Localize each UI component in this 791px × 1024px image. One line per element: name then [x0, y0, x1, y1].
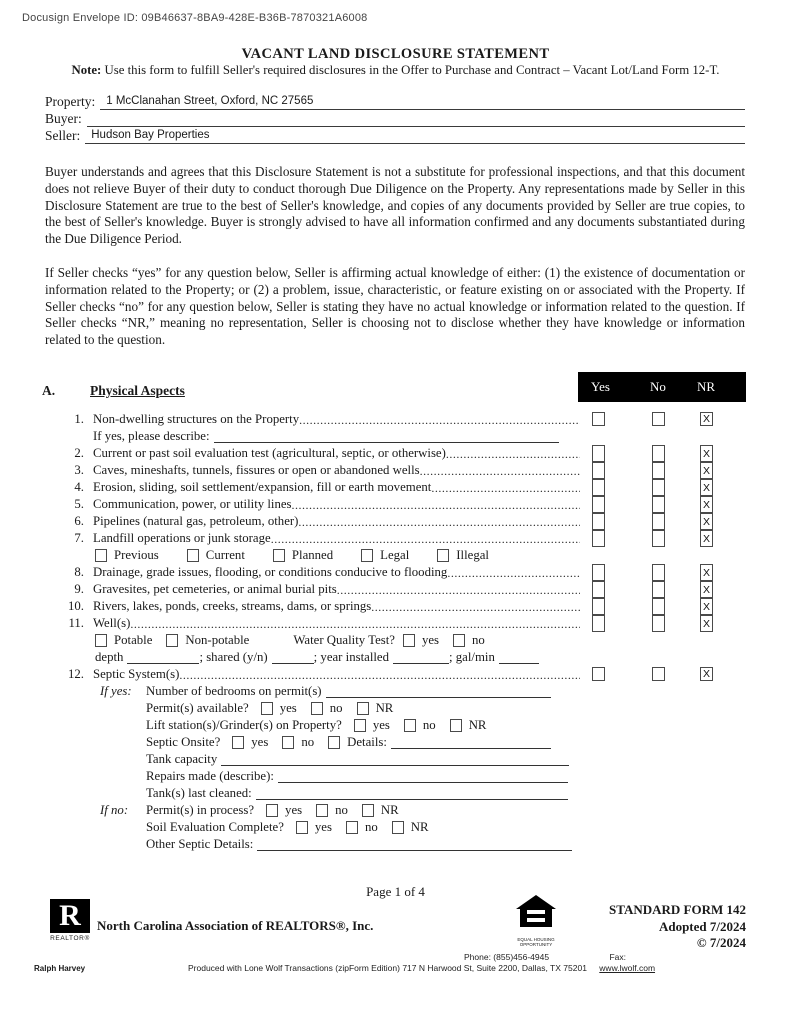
- item-text: Communication, power, or utility lines: [93, 497, 292, 511]
- subrow-text: ; shared (y/n): [199, 650, 268, 664]
- agent-name: Ralph Harvey: [34, 964, 86, 973]
- checkbox[interactable]: [346, 821, 358, 834]
- checkbox-option[interactable]: [328, 736, 347, 749]
- checkbox[interactable]: [453, 634, 465, 647]
- standard-form-number: STANDARD FORM 142: [609, 902, 746, 917]
- checklist-subrow: [62, 683, 746, 700]
- realtor-logo: [48, 899, 92, 942]
- seller-row: [45, 128, 745, 144]
- dot-leader: [447, 564, 580, 581]
- section-letter: A.: [42, 383, 56, 398]
- no-checkbox[interactable]: [652, 496, 665, 513]
- dot-leader: [292, 496, 580, 513]
- option-label: Planned: [291, 548, 334, 562]
- disclosure-paragraph-2: If Seller checks “yes” for any question below, Seller is affirming actual knowledge of either: (1) the existence of documentation or information related to the Property; or (2) a problem, issue, characteristic, or feature existing on or associated with the Property. If Seller checks “no” for any question below, Seller is stating they have no actual knowledge or information related to the question. If Seller checks “NR,” meaning no representation, Seller is choosing not to disclose whether they have knowledge or information related to the question.: [45, 265, 745, 348]
- checklist-item-row: [62, 462, 746, 479]
- no-checkbox[interactable]: [652, 615, 665, 632]
- item-number: 5.: [74, 497, 84, 511]
- subrow-text: Other Septic Details:: [146, 837, 254, 851]
- checkbox[interactable]: [166, 634, 178, 647]
- checklist-subrow: [62, 785, 746, 802]
- checkbox[interactable]: [282, 736, 294, 749]
- option-label: NR: [380, 803, 399, 817]
- seller-field[interactable]: Hudson Bay Properties: [85, 129, 745, 144]
- checkbox-option[interactable]: [453, 633, 485, 648]
- option-label: yes: [279, 701, 297, 715]
- nr-checkbox[interactable]: X: [700, 479, 713, 496]
- dot-leader: [431, 479, 580, 496]
- blank-field[interactable]: [272, 651, 314, 664]
- option-label: Previous: [114, 548, 159, 562]
- item-number: 10.: [68, 599, 84, 613]
- checklist-subrow: [62, 836, 746, 853]
- subrow-text: Lift station(s)/Grinder(s) on Property?: [146, 718, 342, 732]
- checkbox-option[interactable]: [261, 701, 297, 716]
- form-meta: [609, 902, 746, 952]
- no-checkbox[interactable]: [652, 667, 665, 681]
- checklist-item-row: [62, 496, 746, 513]
- answer-column-header: [578, 372, 746, 402]
- checklist-item-row: [62, 615, 746, 632]
- seller-label: Seller:: [45, 128, 81, 143]
- subrow-text: Details:: [347, 735, 387, 749]
- option-label: no: [364, 820, 378, 834]
- checkbox-option[interactable]: [361, 548, 409, 563]
- nr-checkbox[interactable]: X: [700, 513, 713, 530]
- condition-label: If no:: [100, 803, 129, 817]
- yes-checkbox[interactable]: [592, 530, 605, 547]
- option-label: no: [472, 633, 485, 647]
- checkbox[interactable]: [357, 702, 369, 715]
- option-label: no: [329, 701, 343, 715]
- item-text: Landfill operations or junk storage: [93, 531, 271, 545]
- item-number: 2.: [74, 446, 84, 460]
- checklist: [62, 411, 746, 853]
- equal-housing-caption: EQUAL HOUSING OPPORTUNITY: [517, 937, 555, 947]
- fax: Fax:: [609, 952, 626, 962]
- yes-checkbox[interactable]: [592, 667, 605, 681]
- blank-field[interactable]: [214, 430, 559, 443]
- subrow-text: depth: [95, 650, 124, 664]
- dot-leader: [130, 615, 580, 632]
- checkbox[interactable]: [273, 549, 285, 562]
- no-checkbox[interactable]: [652, 598, 665, 615]
- nr-checkbox[interactable]: X: [700, 667, 713, 681]
- item-text: Pipelines (natural gas, petroleum, other): [93, 514, 299, 528]
- checkbox-option[interactable]: [450, 718, 487, 733]
- checkbox[interactable]: [403, 634, 415, 647]
- blank-field[interactable]: [127, 651, 199, 664]
- item-number: 1.: [74, 412, 84, 426]
- subrow-text: Soil Evaluation Complete?: [146, 820, 284, 834]
- option-label: Current: [205, 548, 245, 562]
- checkbox-option[interactable]: [166, 633, 249, 648]
- equal-housing-house-icon: [515, 895, 557, 931]
- blank-field[interactable]: [499, 651, 539, 664]
- checklist-subrow: [62, 734, 746, 751]
- equal-housing-logo: [513, 895, 559, 947]
- checklist-subrow: [62, 751, 746, 768]
- yes-checkbox[interactable]: [592, 496, 605, 513]
- item-text: Non-dwelling structures on the Property: [93, 412, 300, 426]
- option-label: NR: [410, 820, 429, 834]
- option-label: yes: [251, 735, 269, 749]
- dot-leader: [446, 445, 580, 462]
- item-text: Erosion, sliding, soil settlement/expansion, fill or earth movement: [93, 480, 432, 494]
- checkbox[interactable]: [404, 719, 416, 732]
- disclosure-paragraph-1: Buyer understands and agrees that this Disclosure Statement is not a substitute for professional inspections, and that this document does not relieve Buyer of their duty to conduct thorough Due Diligence on the Property. Any representations made by Seller in this Disclosure Statement are true to the best of Seller's knowledge, and copies of any documents provided by Seller are true copies, to the best of Seller's knowledge. Buyer is strongly advised to have all information confirmed and any documents substantiated during the Due Diligence Period.: [45, 164, 745, 247]
- option-label: no: [301, 735, 315, 749]
- item-text: Gravesites, pet cemeteries, or animal burial pits: [93, 582, 337, 596]
- checklist-item-row: [62, 530, 746, 547]
- checkbox-option[interactable]: [296, 820, 332, 835]
- checklist-subrow: [62, 632, 746, 649]
- option-label: yes: [421, 633, 440, 647]
- option-label: no: [335, 803, 348, 817]
- nr-checkbox[interactable]: X: [700, 445, 713, 462]
- checkbox-option[interactable]: [232, 735, 268, 750]
- yes-checkbox[interactable]: [592, 581, 605, 598]
- checkbox-option[interactable]: [357, 701, 394, 716]
- yes-checkbox[interactable]: [592, 462, 605, 479]
- item-text: Rivers, lakes, ponds, creeks, streams, dams, or springs: [93, 599, 372, 613]
- checklist-subrow: [62, 700, 746, 717]
- item-text: Drainage, grade issues, flooding, or conditions conducive to flooding: [93, 565, 448, 579]
- section-a-heading: [42, 383, 185, 399]
- checkbox-option[interactable]: [404, 718, 436, 733]
- item-number: 7.: [74, 531, 84, 545]
- no-checkbox[interactable]: [652, 412, 665, 426]
- subrow-text: Tank(s) last cleaned:: [146, 786, 252, 800]
- blank-field[interactable]: [278, 770, 568, 783]
- checkbox-option[interactable]: [282, 735, 314, 750]
- item-text: Well(s): [93, 616, 131, 630]
- checkbox-option[interactable]: [266, 803, 302, 818]
- nr-checkbox[interactable]: X: [700, 462, 713, 479]
- item-text: Current or past soil evaluation test (agricultural, septic, or otherwise): [93, 446, 446, 460]
- checkbox[interactable]: [354, 719, 366, 732]
- item-text: Caves, mineshafts, tunnels, fissures or open or abandoned wells: [93, 463, 420, 477]
- option-label: yes: [372, 718, 390, 732]
- checkbox-option[interactable]: [316, 803, 348, 818]
- checklist-subrow: [62, 717, 746, 734]
- nr-column-label: NR: [697, 379, 716, 394]
- option-label: NR: [468, 718, 487, 732]
- subrow-text: Septic Onsite?: [146, 735, 221, 749]
- checklist-subrow: [62, 819, 746, 836]
- checkbox-option[interactable]: [392, 820, 429, 835]
- item-number: 9.: [74, 582, 84, 596]
- blank-field[interactable]: [221, 753, 569, 766]
- checkbox-option[interactable]: [187, 548, 245, 563]
- nr-checkbox[interactable]: X: [700, 598, 713, 615]
- no-checkbox[interactable]: [652, 462, 665, 479]
- no-checkbox[interactable]: [652, 530, 665, 547]
- item-number: 8.: [74, 565, 84, 579]
- adopted-date: Adopted 7/2024: [658, 918, 746, 934]
- blank-field[interactable]: [256, 787, 568, 800]
- option-label: Legal: [380, 548, 410, 562]
- nr-checkbox[interactable]: X: [700, 530, 713, 547]
- blank-field[interactable]: [391, 736, 551, 749]
- checkbox-option[interactable]: [273, 548, 333, 563]
- checkbox[interactable]: [266, 804, 278, 817]
- property-label: Property:: [45, 94, 96, 109]
- subrow-text: Repairs made (describe):: [146, 769, 274, 783]
- section-title: Physical Aspects: [90, 383, 185, 398]
- item-number: 11.: [68, 616, 84, 630]
- blank-field[interactable]: [257, 838, 572, 851]
- subrow-text: ; gal/min: [449, 650, 495, 664]
- option-label: NR: [375, 701, 394, 715]
- nr-checkbox[interactable]: X: [700, 581, 713, 598]
- option-label: yes: [314, 820, 332, 834]
- form-title: VACANT LAND DISCLOSURE STATEMENT: [241, 46, 550, 62]
- note-label: Note:: [71, 63, 102, 77]
- association-name: North Carolina Association of REALTORS®, Inc.: [97, 918, 374, 933]
- subrow-text: Number of bedrooms on permit(s): [146, 684, 322, 698]
- checklist-subrow: [62, 649, 746, 666]
- yes-checkbox[interactable]: [592, 445, 605, 462]
- checkbox[interactable]: [311, 702, 323, 715]
- option-label: Illegal: [456, 548, 489, 562]
- checkbox-option[interactable]: [95, 548, 159, 563]
- subrow-text: Permit(s) in process?: [146, 803, 255, 817]
- checkbox[interactable]: [362, 804, 374, 817]
- produced-line: [188, 963, 655, 973]
- property-field[interactable]: 1 McClanahan Street, Oxford, NC 27565: [100, 95, 745, 110]
- checkbox[interactable]: [437, 549, 449, 562]
- checklist-subrow: [62, 802, 746, 819]
- item-number: 4.: [74, 480, 84, 494]
- note-text: Use this form to fulfill Seller's required disclosures in the Offer to Purchase and Contract – Vacant Lot/Land Form 12-T.: [101, 63, 720, 77]
- option-label: no: [422, 718, 436, 732]
- option-label: Non-potable: [185, 633, 250, 647]
- page-number: Page 1 of 4: [366, 884, 425, 899]
- nr-checkbox[interactable]: X: [700, 564, 713, 581]
- realtor-logo-caption: REALTOR®: [50, 935, 90, 942]
- checklist-subrow: [62, 428, 746, 445]
- checklist-item-row: [62, 411, 746, 428]
- item-number: 12.: [68, 667, 84, 681]
- yes-checkbox[interactable]: [592, 513, 605, 530]
- subrow-text: If yes, please describe:: [93, 429, 210, 443]
- checkbox[interactable]: [261, 702, 273, 715]
- phone: Phone: (855)456-4945: [464, 952, 550, 962]
- subrow-text: Tank capacity: [146, 752, 218, 766]
- dot-leader: [299, 411, 580, 428]
- form-note: [0, 63, 791, 78]
- no-checkbox[interactable]: [652, 581, 665, 598]
- checklist-subrow: [62, 768, 746, 785]
- nr-checkbox[interactable]: X: [700, 412, 713, 426]
- checkbox-option[interactable]: [437, 548, 489, 563]
- copyright: © 7/2024: [696, 935, 746, 950]
- checklist-item-row: [62, 479, 746, 496]
- phone-fax-line: [464, 952, 626, 962]
- dot-leader: [271, 530, 580, 547]
- buyer-field[interactable]: [87, 112, 745, 127]
- checklist-item-row: [62, 666, 746, 683]
- yes-checkbox[interactable]: [592, 598, 605, 615]
- checkbox[interactable]: [187, 549, 199, 562]
- no-checkbox[interactable]: [652, 445, 665, 462]
- property-row: [45, 94, 745, 110]
- realtor-logo-r: R: [50, 899, 90, 933]
- checkbox-option[interactable]: [346, 820, 378, 835]
- checkbox[interactable]: [316, 804, 328, 817]
- option-label: yes: [285, 803, 303, 817]
- dot-leader: [371, 598, 580, 615]
- dot-leader: [420, 462, 580, 479]
- no-column-label: No: [650, 379, 666, 394]
- dot-leader: [179, 666, 580, 683]
- item-number: 6.: [74, 514, 84, 528]
- lwolf-link[interactable]: www.lwolf.com: [599, 963, 656, 973]
- checklist-item-row: [62, 445, 746, 462]
- checkbox-option[interactable]: [362, 803, 399, 818]
- checkbox[interactable]: [95, 549, 107, 562]
- checkbox[interactable]: [450, 719, 462, 732]
- blank-field[interactable]: [326, 685, 551, 698]
- checkbox-option[interactable]: [311, 701, 343, 716]
- buyer-row: [45, 111, 745, 127]
- subrow-text: Water Quality Test?: [293, 633, 395, 647]
- buyer-label: Buyer:: [45, 111, 82, 126]
- checkbox[interactable]: [361, 549, 373, 562]
- condition-label: If yes:: [100, 684, 132, 698]
- item-number: 3.: [74, 463, 84, 477]
- no-checkbox[interactable]: [652, 479, 665, 496]
- nr-checkbox[interactable]: X: [700, 615, 713, 632]
- nr-checkbox[interactable]: X: [700, 496, 713, 513]
- checklist-item-row: [62, 513, 746, 530]
- checklist-item-row: [62, 581, 746, 598]
- yes-checkbox[interactable]: [592, 615, 605, 632]
- produced-text: Produced with Lone Wolf Transactions (zipForm Edition) 717 N Harwood St, Suite 2200, Dallas, TX 75201: [188, 963, 587, 973]
- dot-leader: [337, 581, 580, 598]
- item-text: Septic System(s): [93, 667, 180, 681]
- dot-leader: [298, 513, 580, 530]
- checkbox-option[interactable]: [354, 718, 390, 733]
- checkbox[interactable]: [232, 736, 244, 749]
- parties-block: [45, 94, 745, 145]
- yes-checkbox[interactable]: [592, 412, 605, 426]
- yes-checkbox[interactable]: [592, 479, 605, 496]
- checkbox[interactable]: [95, 634, 107, 647]
- subrow-text: ; year installed: [313, 650, 390, 664]
- no-checkbox[interactable]: [652, 513, 665, 530]
- checkbox[interactable]: [328, 736, 340, 749]
- checkbox-option[interactable]: [95, 633, 152, 648]
- option-label: Potable: [114, 633, 153, 647]
- yes-checkbox[interactable]: [592, 564, 605, 581]
- checklist-item-row: [62, 564, 746, 581]
- yes-column-label: Yes: [591, 379, 610, 394]
- checklist-item-row: [62, 598, 746, 615]
- subrow-text: Permit(s) available?: [146, 701, 249, 715]
- checkbox[interactable]: [296, 821, 308, 834]
- checkbox-option[interactable]: [403, 633, 439, 648]
- checklist-subrow: [62, 547, 746, 564]
- docusign-envelope-id: Docusign Envelope ID: 09B46637-8BA9-428E-B36B-7870321A6008: [22, 12, 368, 24]
- no-checkbox[interactable]: [652, 564, 665, 581]
- blank-field[interactable]: [393, 651, 449, 664]
- checkbox[interactable]: [392, 821, 404, 834]
